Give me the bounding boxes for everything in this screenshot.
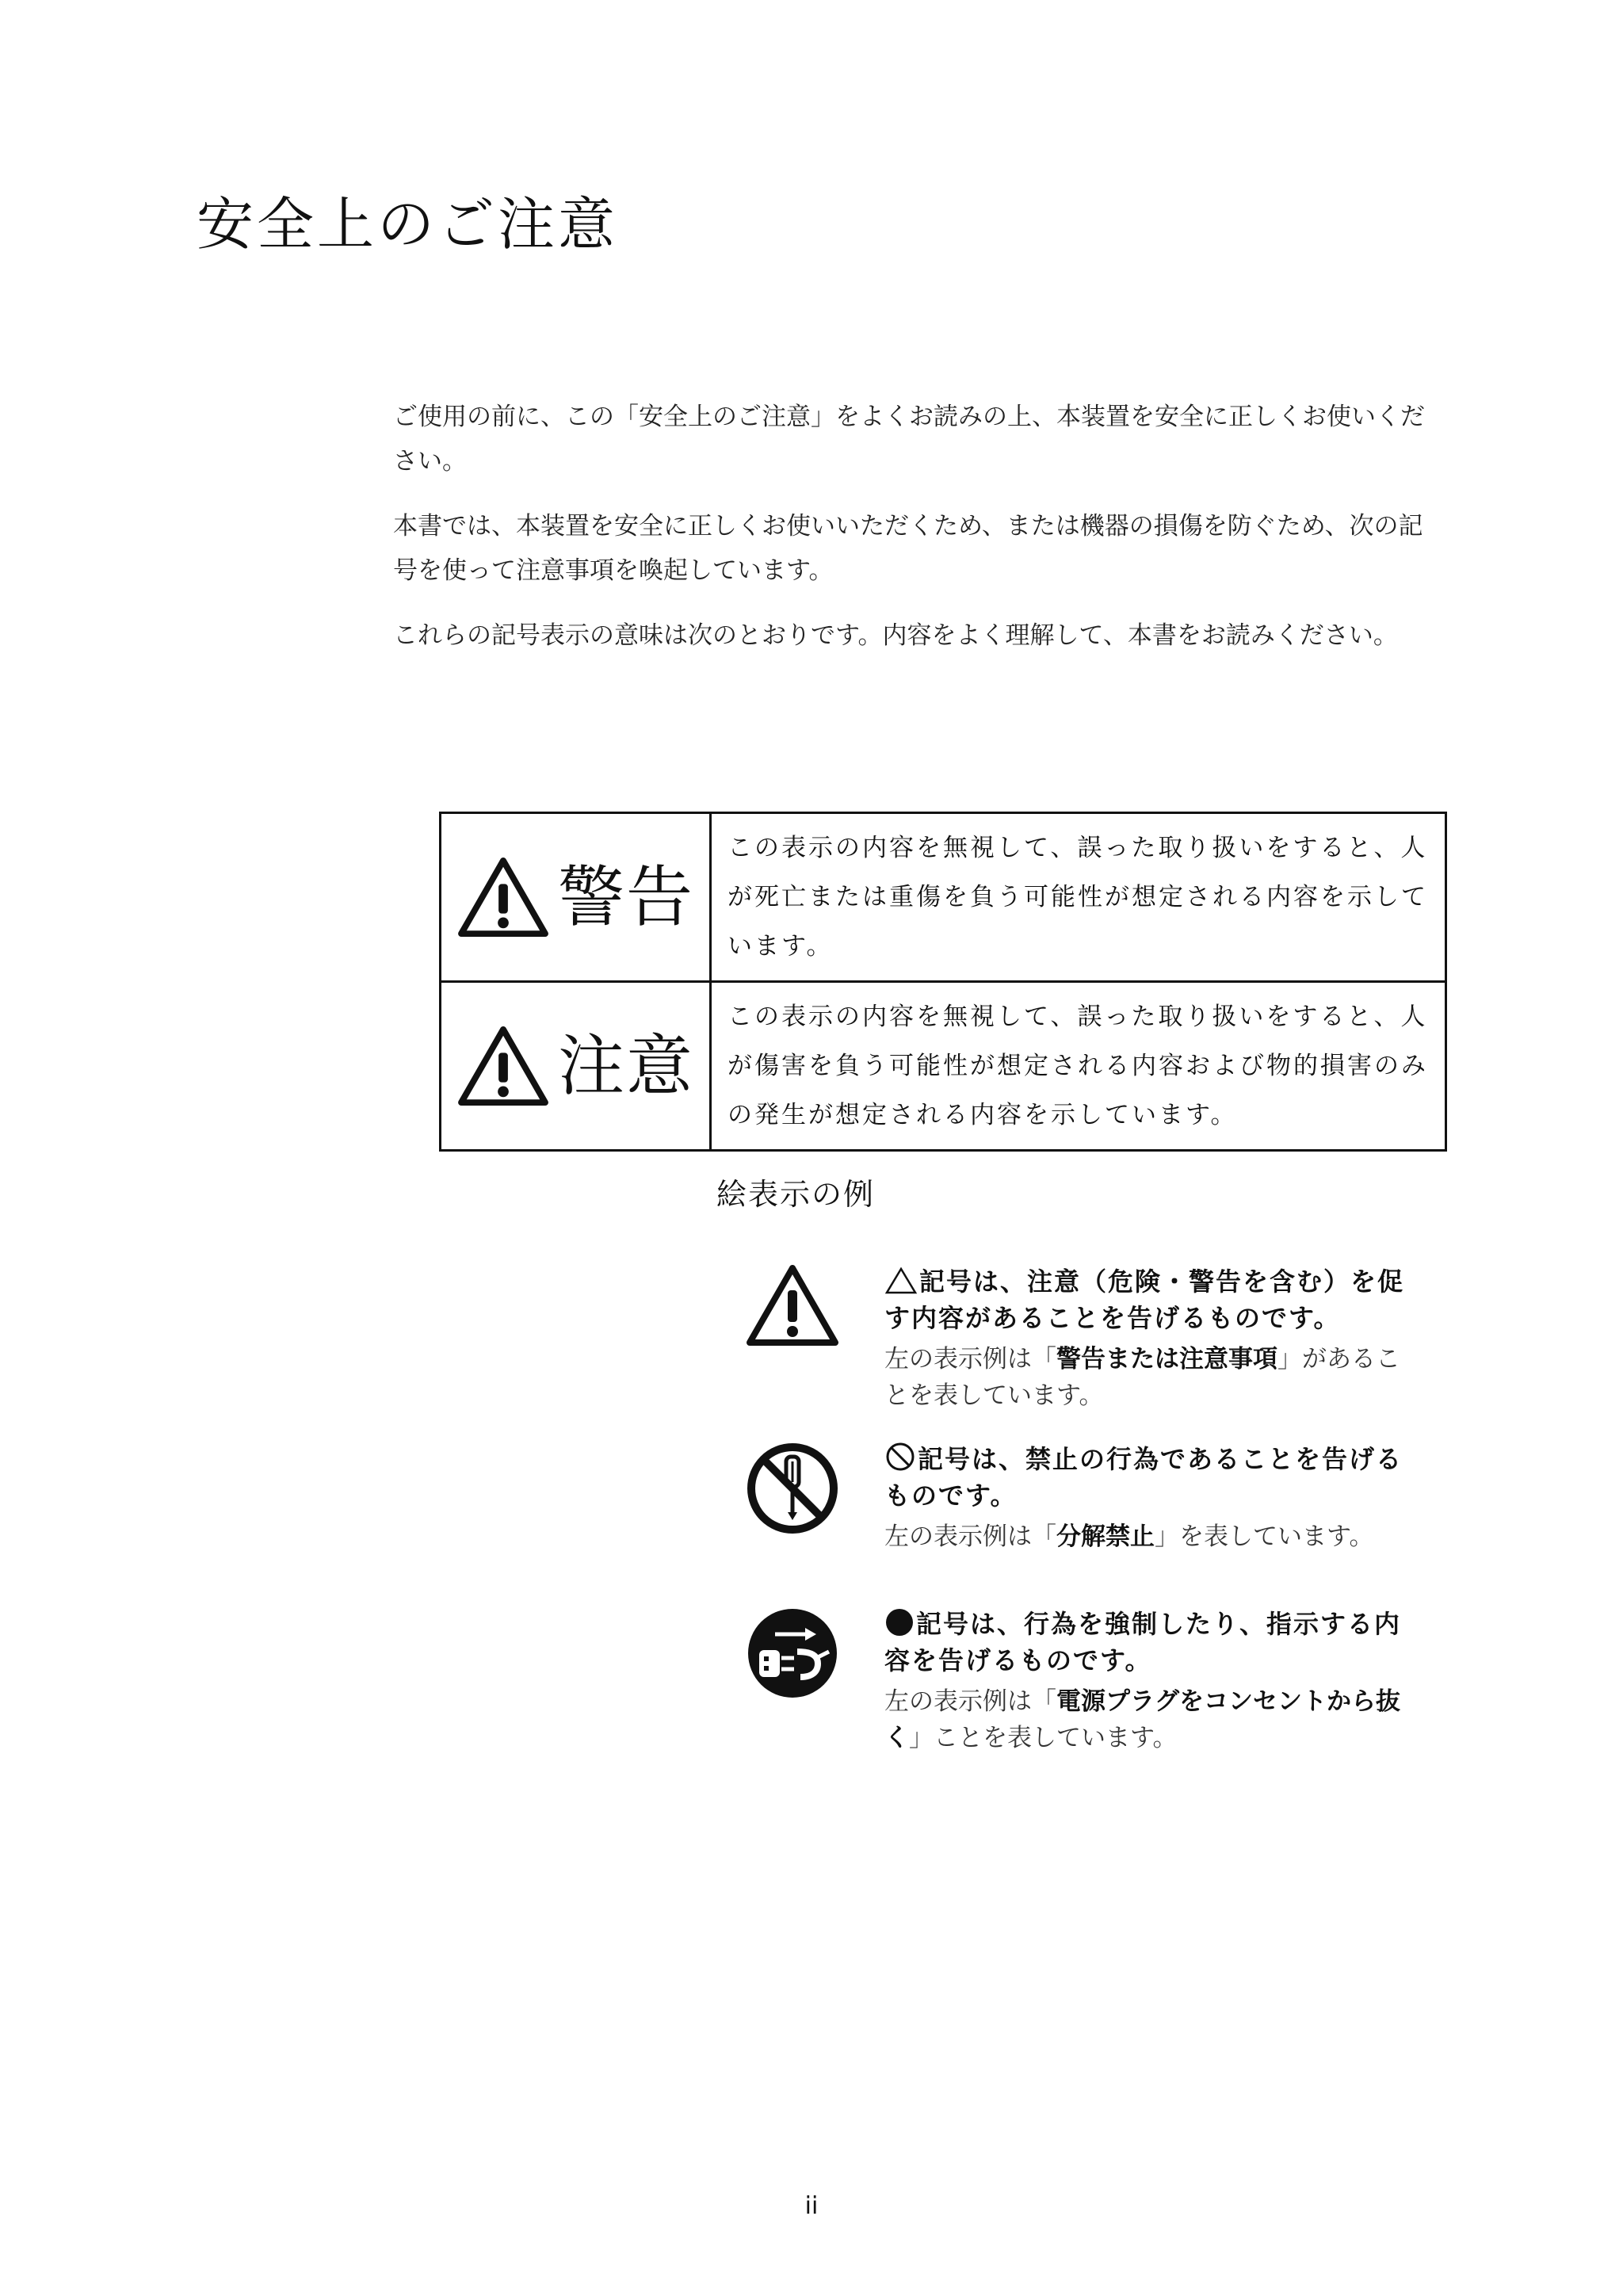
caution-sign-cell xyxy=(441,982,711,1151)
outline-triangle-icon xyxy=(884,1266,918,1295)
signal-word-legend-table xyxy=(439,812,1447,1152)
intro-paragraph: これらの記号表示の意味は次のとおりです。内容をよく理解して、本書をお読みください。 xyxy=(393,621,1398,650)
example-note: 左の表示例は「警告または注意事項」があることを表しています。 xyxy=(884,1345,1400,1410)
no-disassembly-icon xyxy=(745,1441,840,1536)
intro-text xyxy=(393,395,1447,678)
warning-label: 警告 xyxy=(557,858,694,936)
warning-description: この表示の内容を無視して、誤った取り扱いをすると、人が死亡または重傷を負う可能性が想定される内容を示しています。 xyxy=(711,813,1446,982)
legend-row-warning xyxy=(441,813,1446,982)
example-lead: 記号は、行為を強制したり、指示する内容を告げるものです。 xyxy=(884,1609,1402,1675)
unplug-icon xyxy=(745,1606,840,1701)
page-number: ii xyxy=(804,2192,819,2220)
warning-triangle-icon xyxy=(456,1025,550,1107)
intro-paragraph: ご使用の前に、この「安全上のご注意」をよくお読みの上、本装置を安全に正しくお使いください。 xyxy=(393,403,1425,476)
warning-sign-cell xyxy=(441,813,711,982)
example-note: 左の表示例は「電源プラグをコンセントから抜く」ことを表しています。 xyxy=(884,1687,1400,1752)
filled-circle-icon xyxy=(884,1607,915,1637)
legend-row-caution xyxy=(441,982,1446,1151)
example-note: 左の表示例は「分解禁止」を表しています。 xyxy=(884,1522,1374,1551)
warning-triangle-icon xyxy=(745,1263,840,1347)
page-title: 安全上のご注意 xyxy=(197,191,619,258)
warning-triangle-icon xyxy=(456,856,550,938)
prohibition-symbol-icon xyxy=(884,1441,916,1473)
example-lead: 記号は、注意（危険・警告を含む）を促す内容があることを告げるものです。 xyxy=(884,1266,1405,1333)
intro-paragraph: 本書では、本装置を安全に正しくお使いいただくため、または機器の損傷を防ぐため、次の記号を使って注意事項を喚起しています。 xyxy=(393,512,1423,585)
caution-label: 注意 xyxy=(557,1027,694,1105)
examples-heading: 絵表示の例 xyxy=(716,1177,876,1212)
caution-description: この表示の内容を無視して、誤った取り扱いをすると、人が傷害を負う可能性が想定される内容および物的損害のみの発生が想定される内容を示しています。 xyxy=(711,982,1446,1151)
example-lead: 記号は、禁止の行為であることを告げるものです。 xyxy=(884,1441,1407,1514)
